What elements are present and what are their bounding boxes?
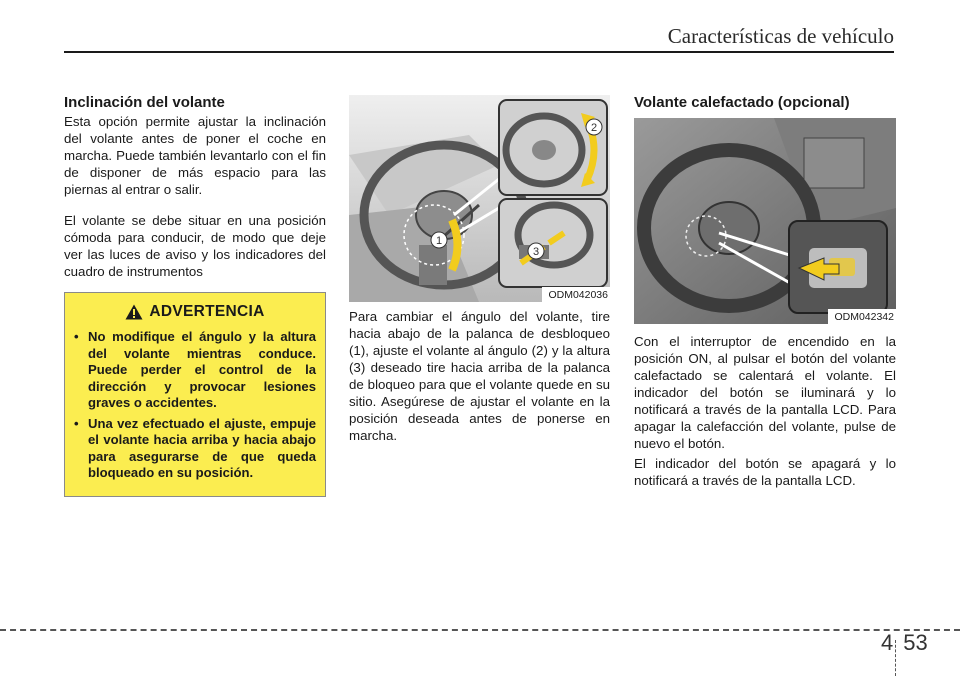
- left-column-text: [64, 113, 326, 280]
- right-column-text: [634, 333, 896, 489]
- steering-tilt-illustration: [349, 95, 610, 302]
- heated-paragraph-2: El indicador del botón se apagará y lo notificará a través de la pantalla LCD.: [634, 456, 896, 488]
- warning-title-row: [74, 303, 316, 321]
- middle-column-text: [349, 308, 610, 444]
- footer-rule: [0, 629, 960, 631]
- section-heading-tilt: Inclinación del volante: [64, 94, 225, 111]
- chapter-number: 4: [881, 630, 894, 655]
- page-number-divider: [895, 640, 896, 676]
- tilt-paragraph-2: El volante se debe situar en una posición cómoda para conducir, de modo que deje ver las luces de aviso y los indicadores del cuadro de instrumentos: [64, 213, 326, 279]
- warning-item: • No modifique el ángulo y la altura del volante mientras conduce. Puede perder el control de la dirección y provocar lesiones graves o accidentes.: [74, 329, 316, 410]
- page-number-value: 53: [903, 630, 928, 655]
- callout-1: [431, 232, 447, 248]
- warning-item: • Una vez efectuado el ajuste, empuje el volante hacia arriba y hacia abajo para asegurarse de que queda bloqueado en su posición.: [74, 415, 316, 480]
- heated-wheel-illustration: [634, 118, 896, 324]
- callout-3: [528, 243, 544, 259]
- steering-tilt-figure: [349, 95, 610, 302]
- heated-wheel-figure: [634, 118, 896, 324]
- warning-box: [64, 292, 326, 497]
- svg-text:1: 1: [435, 235, 443, 247]
- page-header-title: Características de vehículo: [667, 24, 894, 48]
- svg-text:2: 2: [590, 122, 598, 134]
- svg-text:3: 3: [532, 246, 540, 258]
- figure-code: ODM042342: [828, 309, 896, 324]
- header-rule: [64, 51, 894, 53]
- page-number: [881, 630, 928, 656]
- tilt-paragraph-1: Esta opción permite ajustar la inclinación del volante antes de poner el coche en marcha. Puede también levantarlo con el fin de disponer de más espacio para las piernas al entrar o salir.: [64, 114, 326, 197]
- warning-list: [74, 329, 316, 482]
- figure-code: ODM042036: [542, 287, 610, 302]
- heated-paragraph-1: Con el interruptor de encendido en la posición ON, al pulsar el botón del volante calefactado se calentará el volante. El indicador del botón se iluminará y lo notificará a través de la pantalla LCD. Para apagar la calefacción del volante, pulse de nuevo el botón.: [634, 334, 896, 451]
- warning-title: ADVERTENCIA: [149, 303, 265, 320]
- section-heading-heated: Volante calefactado (opcional): [634, 94, 850, 111]
- warning-triangle-icon: [125, 304, 143, 320]
- tilt-instructions: Para cambiar el ángulo del volante, tire hacia abajo de la palanca de desbloqueo (1), ajuste el volante al ángulo (2) y la altura (3) deseado tire hacia arriba de la palanca de bloqueo para que el volante quede en su sitio. Asegúrese de ajustar el volante en la posición deseada antes de ponerse en marcha.: [349, 309, 610, 443]
- callout-2: [586, 119, 602, 135]
